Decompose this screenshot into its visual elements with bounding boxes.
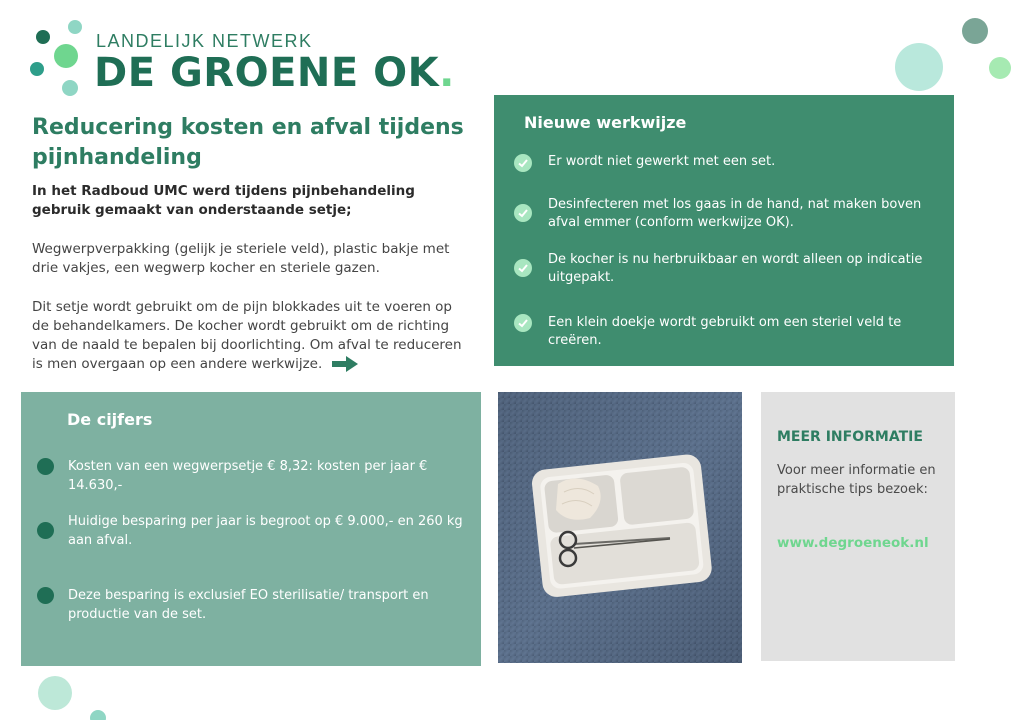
arrow-right-icon — [332, 356, 358, 372]
new-method-panel — [494, 95, 954, 366]
decor-dot — [90, 710, 106, 720]
intro-paragraph-1: Wegwerpverpakking (gelijk je steriele veld), plastic bakje met drie vakjes, een wegwerp kocher en steriele gazen. — [32, 241, 450, 276]
check-circle-icon — [514, 204, 532, 222]
figures-item: Huidige besparing per jaar is begroot op € 9.000,- en 260 kg aan afval. — [68, 514, 463, 548]
decor-dot — [962, 18, 988, 44]
decor-dot — [30, 62, 44, 76]
check-circle-icon — [514, 314, 532, 332]
bullet-dot-icon — [37, 522, 54, 539]
more-info-panel — [761, 392, 955, 661]
list-item — [514, 196, 934, 232]
intro-subtitle: In het Radboud UMC werd tijdens pijnbehandeling gebruik gemaakt van onderstaande setje; — [32, 183, 415, 218]
new-method-item: Een klein doekje wordt gebruikt om een steriel veld te creëren. — [548, 315, 902, 348]
more-info-heading: MEER INFORMATIE — [777, 429, 923, 445]
figures-heading: De cijfers — [67, 410, 153, 429]
list-item — [514, 314, 934, 350]
bullet-dot-icon — [37, 587, 54, 604]
decor-dot — [989, 57, 1011, 79]
decor-dot — [38, 676, 72, 710]
website-link[interactable]: www.degroeneok.nl — [777, 535, 929, 551]
list-item — [514, 153, 934, 172]
figures-panel — [21, 392, 481, 666]
decor-dot — [68, 20, 82, 34]
intro-paragraph-2-text: Dit setje wordt gebruikt om de pijn blokkades uit te voeren op de behandelkamers. De kocher wordt gebruikt om de richting van de naald te bepalen bij doorlichting. Om afval te reduceren is men overgaan op een andere werkwijze. — [32, 299, 462, 372]
decor-dot — [36, 30, 50, 44]
photo-disposable-set — [498, 392, 742, 663]
decor-dot — [62, 80, 78, 96]
list-item — [37, 457, 477, 495]
logo-title-text: DE GROENE OK — [94, 50, 440, 96]
decor-dot — [54, 44, 78, 68]
bullet-dot-icon — [37, 458, 54, 475]
list-item — [37, 512, 477, 550]
more-info-text: Voor meer informatie en praktische tips bezoek: — [777, 463, 936, 497]
photo-illustration — [498, 392, 742, 663]
new-method-item: Er wordt niet gewerkt met een set. — [548, 154, 776, 169]
logo-title — [94, 51, 455, 95]
figures-item: Deze besparing is exclusief EO sterilisatie/ transport en productie van de set. — [68, 588, 429, 622]
new-method-item: De kocher is nu herbruikbaar en wordt alleen op indicatie uitgepakt. — [548, 252, 923, 285]
decor-dot — [895, 43, 943, 91]
check-circle-icon — [514, 154, 532, 172]
logo-period: . — [439, 50, 455, 96]
list-item — [514, 251, 934, 287]
intro-paragraph-2 — [32, 298, 462, 374]
page-title: Reducering kosten en afval tijdens pijnhandeling — [32, 115, 464, 170]
list-item — [37, 586, 477, 624]
logo-network-label: LANDELIJK NETWERK — [96, 31, 313, 51]
new-method-item: Desinfecteren met los gaas in de hand, nat maken boven afval emmer (conform werkwijze OK). — [548, 197, 922, 230]
figures-item: Kosten van een wegwerpsetje € 8,32: kosten per jaar € 14.630,- — [68, 459, 428, 493]
new-method-heading: Nieuwe werkwijze — [524, 113, 687, 132]
check-circle-icon — [514, 259, 532, 277]
